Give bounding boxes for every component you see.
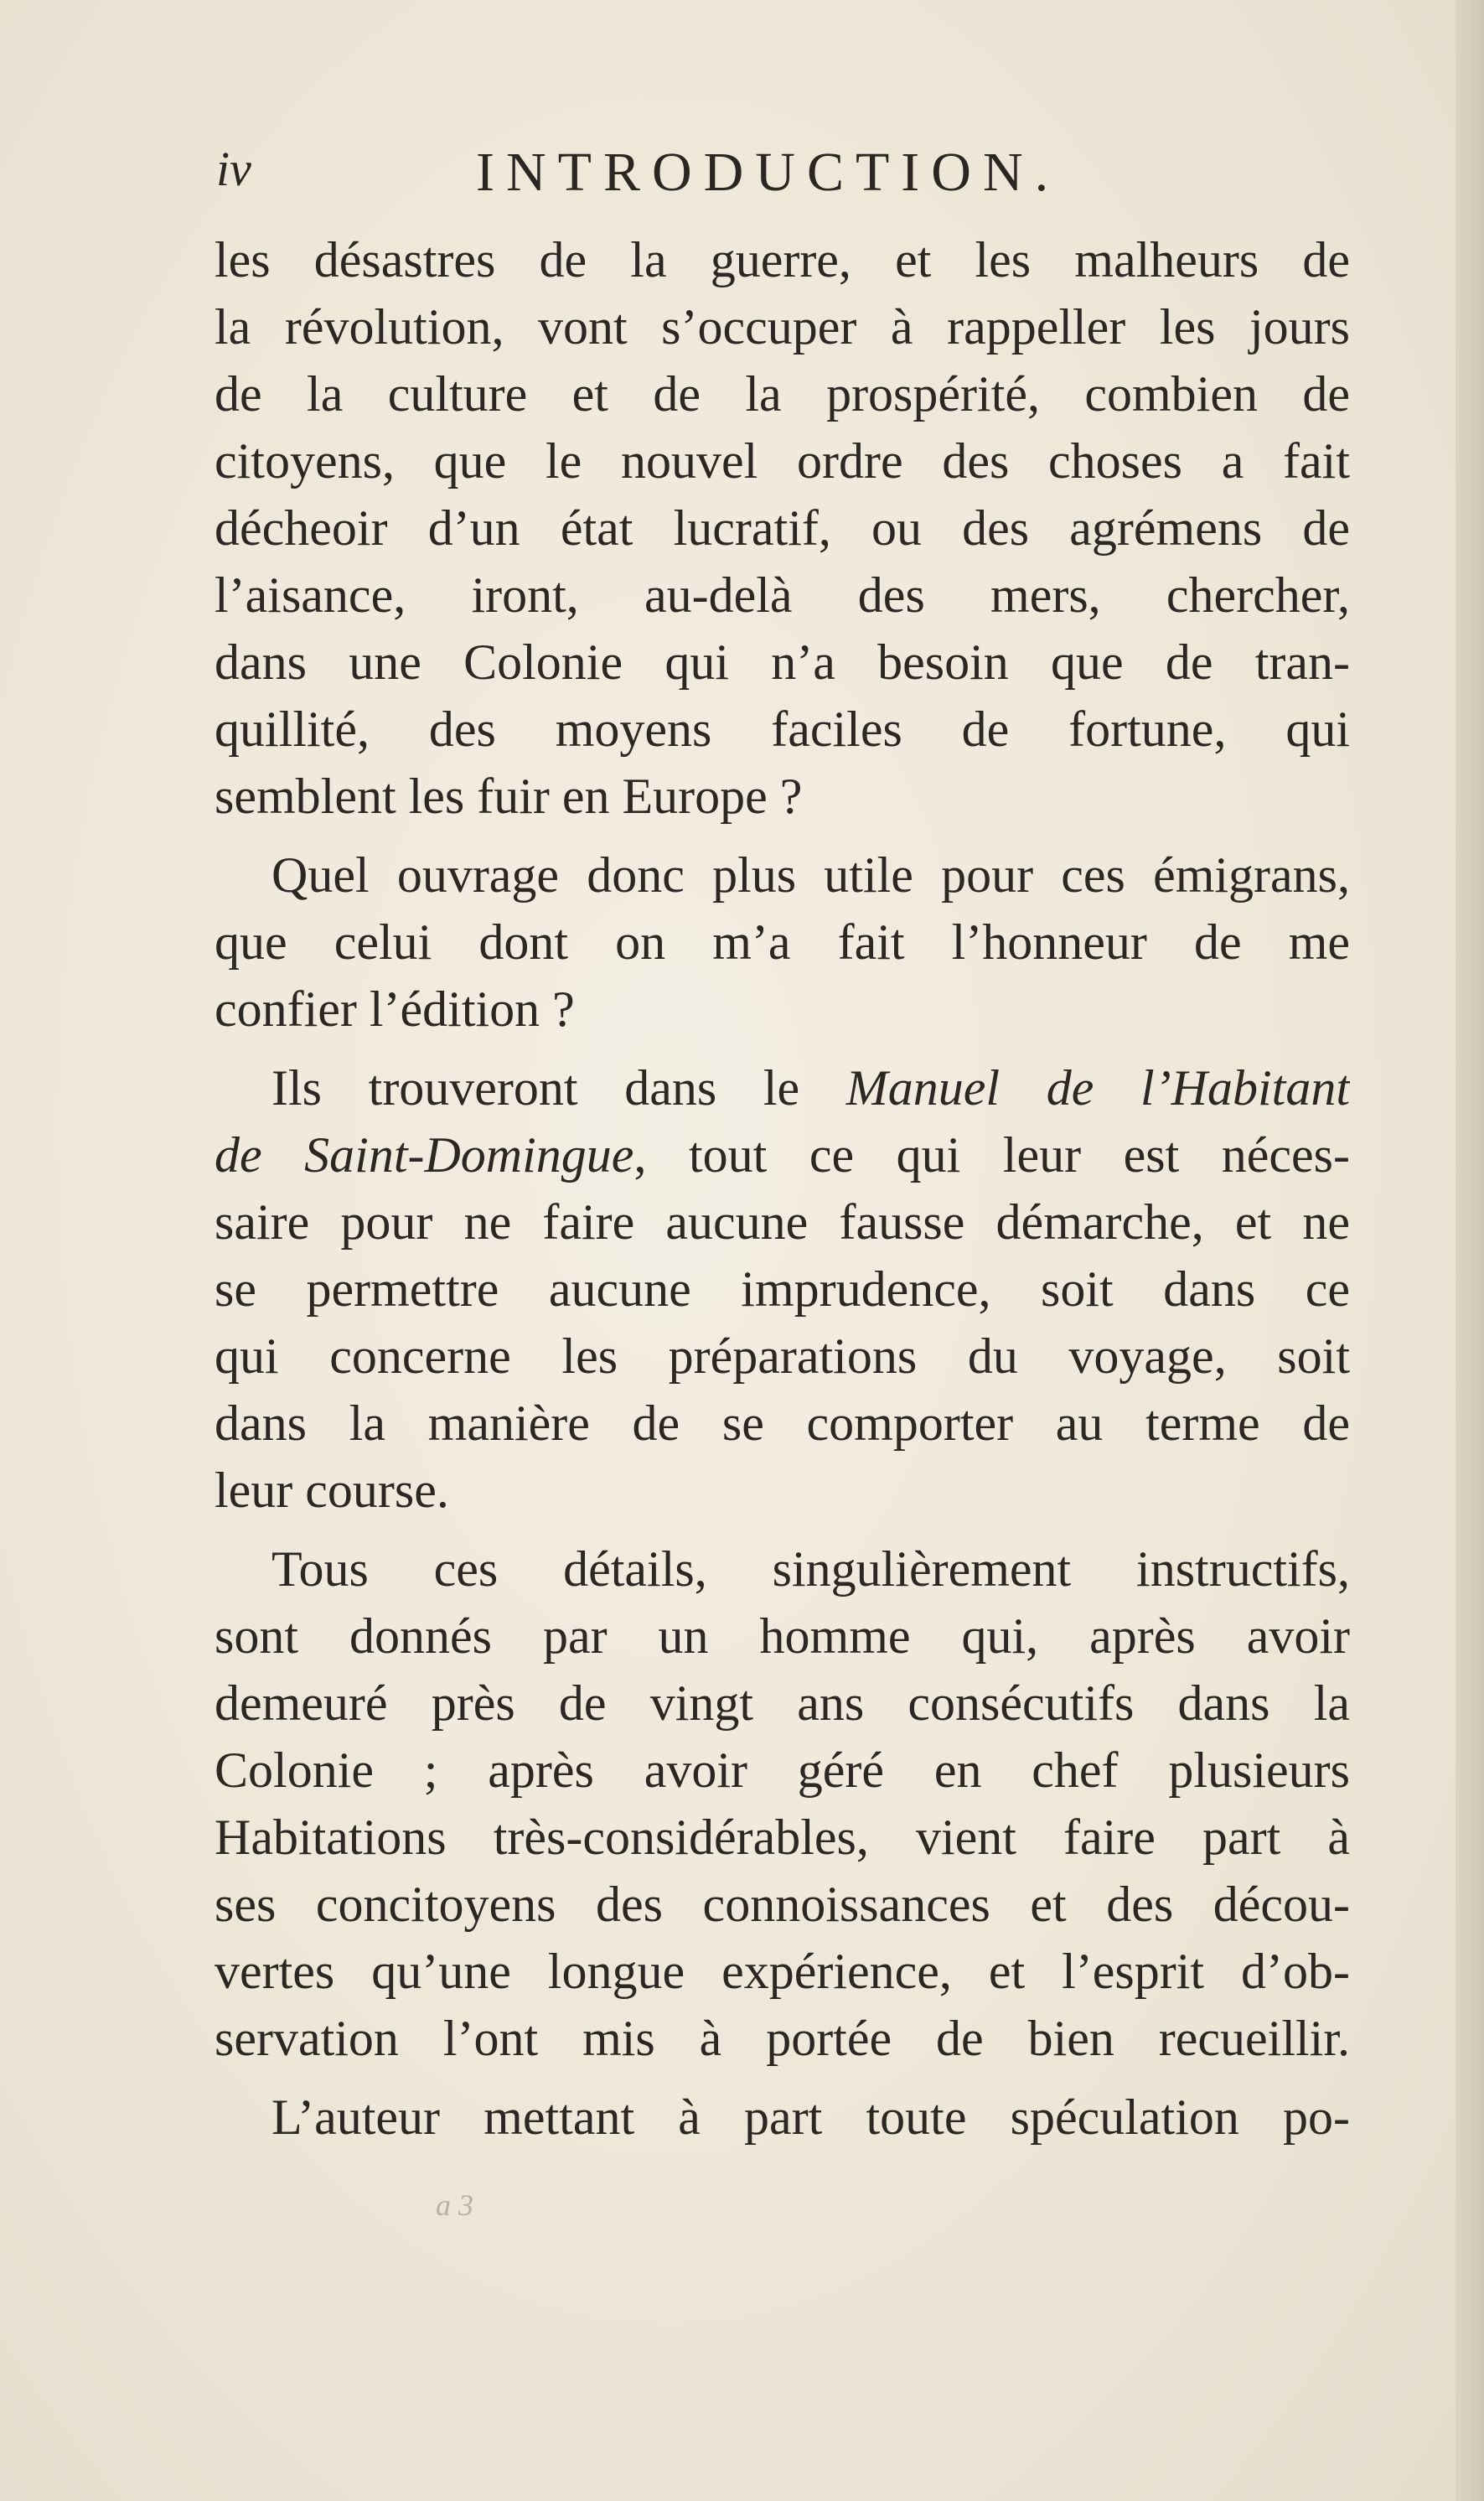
text-line [215,1054,1350,1121]
text-line: que celui dont on m’a fait l’honneur de me [215,914,1350,970]
text-line: L’auteur mettant à part toute spéculation po- [271,2089,1350,2145]
text-line: sont donnés par un homme qui, après avoir [215,1608,1350,1664]
text-line: confier l’édition ? [215,981,575,1037]
paragraph-2 [215,841,1350,1043]
text-line: de la culture et de la prospérité, combien de [215,366,1350,422]
text-line: qui concerne les préparations du voyage, soit [215,1328,1350,1384]
text-line: Habitations très-considérables, vient faire part à [215,1810,1350,1865]
text-line: dans une Colonie qui n’a besoin que de tran- [215,634,1350,690]
text-line: servation l’ont mis à portée de bien recueillir. [215,2011,1350,2066]
text-line: dans la manière de se comporter au terme de [215,1395,1350,1451]
page-edge [1456,0,1484,2501]
text-line: leur course. [215,1463,449,1518]
text-line: Colonie ; après avoir géré en chef plusieurs [215,1742,1350,1798]
running-head: INTRODUCTION. [476,142,1061,203]
text-line: vertes qu’une longue expérience, et l’esprit d’ob- [215,1944,1350,1999]
text-line: Tous ces détails, singulièrement instructifs, [271,1541,1350,1597]
paragraph-4 [215,1535,1350,2072]
paragraph-3 [215,1054,1350,1524]
page-number: iv [216,142,251,196]
text-line: saire pour ne faire aucune fausse démarche, et ne [215,1194,1350,1250]
text-line: la révolution, vont s’occuper à rappeller les jours [215,299,1350,355]
text-line: décheoir d’un état lucratif, ou des agrémens de [215,500,1350,556]
text-line: demeuré près de vingt ans consécutifs dans la [215,1675,1350,1731]
paragraph-5 [215,2084,1350,2151]
text-run: Ils trouveront dans le [271,1060,846,1116]
signature-mark: a 3 [436,2188,473,2222]
body-text [215,226,1350,2151]
book-title-italic: Manuel de l’Habitant [845,1060,1350,1116]
page-header [216,141,1373,208]
text-line: l’aisance, iront, au-delà des mers, chercher, [215,567,1350,623]
paragraph-1 [215,226,1350,830]
text-line: se permettre aucune imprudence, soit dans ce [215,1261,1350,1317]
text-line: les désastres de la guerre, et les malheurs de [215,232,1350,287]
text-line: quillité, des moyens faciles de fortune, qui [215,702,1350,757]
book-title-italic: de Saint-Domingue [215,1127,634,1183]
text-line: semblent les fuir en Europe ? [215,769,803,824]
text-line: ses concitoyens des connoissances et des décou- [215,1877,1350,1932]
text-line: Quel ouvrage donc plus utile pour ces émigrans, [271,847,1350,903]
text-line: citoyens, que le nouvel ordre des choses a fait [215,433,1350,489]
text-line [215,1121,1350,1188]
text-run: , tout ce qui leur est néces- [633,1127,1350,1183]
